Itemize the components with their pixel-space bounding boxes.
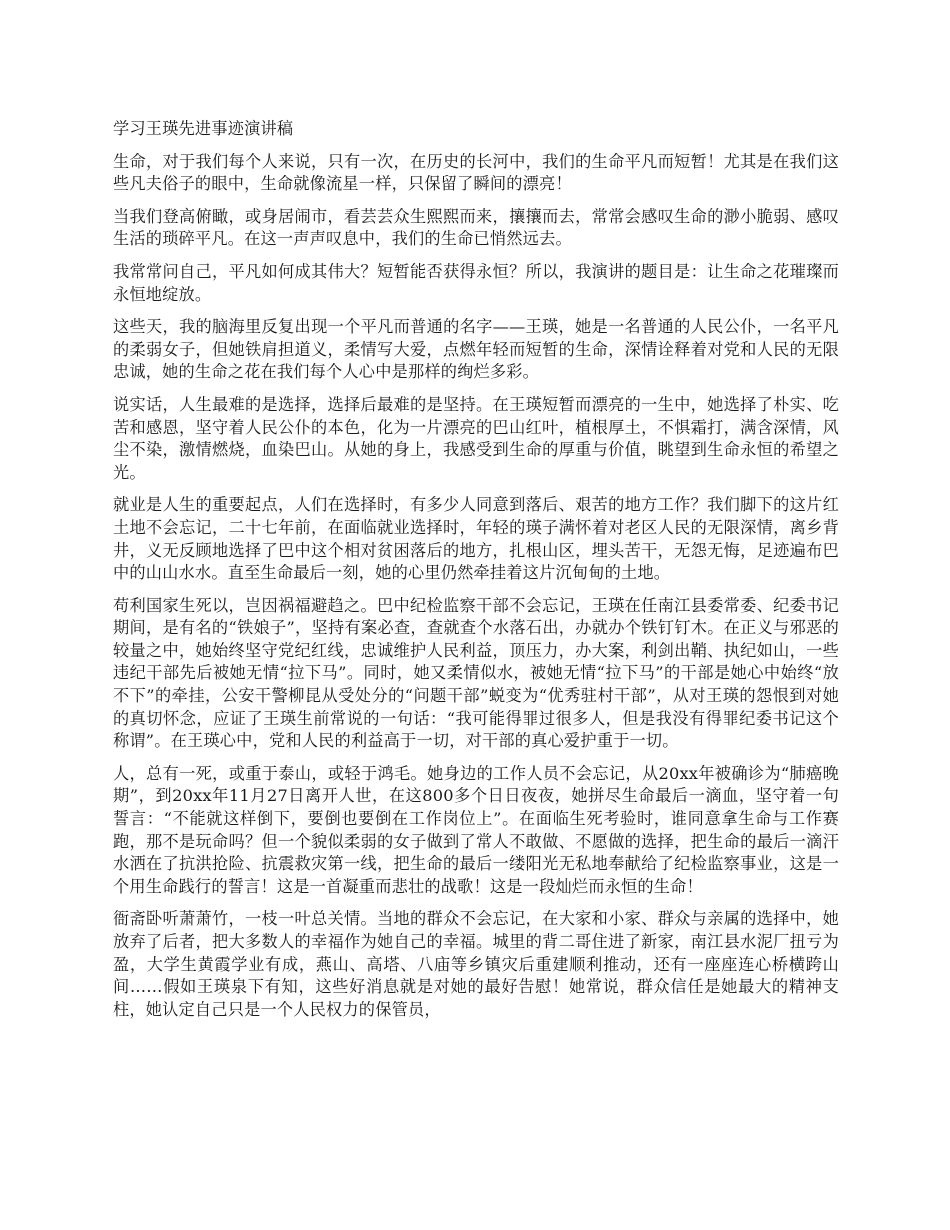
paragraph: 苟利国家生死以，岂因祸福避趋之。巴中纪检监察干部不会忘记，王瑛在任南江县委常委、纪委书记期间，是有名的“铁娘子”，坚持有案必查，查就查个水落石出，办就办个铁钉钉木。在正义与邪恶的较量之中，她始终坚守党纪红线，忠诚维护人民利益，顶压力，办大案，利剑出鞘、执纪如山，一些违纪干部先后被她无情“拉下马”。同时，她又柔情似水，被她无情“拉下马”的干部是她心中始终“放不下”的牵挂，公安干警柳昆从受处分的“问题干部”蜕变为“优秀驻村干部”，从对王瑛的怨恨到对她的真切怀念，应证了王瑛生前常说的一句话：“我可能得罪过很多人，但是我没有得罪纪委书记这个称谓”。在王瑛心中，党和人民的利益高于一切，对干部的真心爱护重于一切。 xyxy=(113,595,839,751)
paragraph: 就业是人生的重要起点，人们在选择时，有多少人同意到落后、艰苦的地方工作？我们脚下的这片红土地不会忘记，二十七年前，在面临就业选择时，年轻的瑛子满怀着对老区人民的无限深情，离乡背井，义无反顾地选择了巴中这个相对贫困落后的地方，扎根山区，埋头苦干，无怨无悔，足迹遍布巴中的山山水水。直至生命最后一刻，她的心里仍然牵挂着这片沉甸甸的土地。 xyxy=(113,495,839,583)
paragraph: 当我们登高俯瞰，或身居闹市，看芸芸众生熙熙而来，攘攘而去，常常会感叹生命的渺小脆弱、感叹生活的琐碎平凡。在这一声声叹息中，我们的生命已悄然远去。 xyxy=(113,206,839,249)
paragraph: 衙斋卧听萧萧竹，一枝一叶总关情。当地的群众不会忘记，在大家和小家、群众与亲属的选择中，她放弃了后者，把大多数人的幸福作为她自己的幸福。城里的背二哥住进了新家，南江县水泥厂扭亏为盈，大学生黄霞学业有成，燕山、高塔、八庙等乡镇灾后重建顺利推动，还有一座座连心桥横跨山间……假如王瑛泉下有知，这些好消息就是对她的最好告慰！她常说，群众信任是她最大的精神支柱，她认定自己只是一个人民权力的保管员， xyxy=(113,909,839,1019)
paragraph: 说实话，人生最难的是选择，选择后最难的是坚持。在王瑛短暂而漂亮的一生中，她选择了朴实、吃苦和感恩，坚守着人民公仆的本色，化为一片漂亮的巴山红叶，植根厚土，不惧霜打，满含深情，风尘不染，激情燃烧，血染巴山。从她的身上，我感受到生命的厚重与价值，眺望到生命永恒的希望之光。 xyxy=(113,394,839,482)
paragraph: 生命，对于我们每个人来说，只有一次，在历史的长河中，我们的生命平凡而短暂！尤其是在我们这些凡夫俗子的眼中，生命就像流星一样，只保留了瞬间的漂亮！ xyxy=(113,151,839,194)
document-page xyxy=(113,118,839,1031)
paragraph: 人，总有一死，或重于泰山，或轻于鸿毛。她身边的工作人员不会忘记，从20xx年被确诊为“肺癌晚期”，到20xx年11月27日离开人世，在这800多个日日夜夜，她拼尽生命最后一滴血，坚守着一句誓言：“不能就这样倒下，要倒也要倒在工作岗位上”。在面临生死考验时，谁同意拿生命与工作赛跑，那不是玩命吗？但一个貌似柔弱的女子做到了常人不敢做、不愿做的选择，把生命的最后一滴汗水洒在了抗洪抢险、抗震救灾第一线，把生命的最后一缕阳光无私地奉献给了纪检监察事业，这是一个用生命践行的誓言！这是一首凝重而悲壮的战歌！这是一段灿烂而永恒的生命！ xyxy=(113,763,839,896)
document-title: 学习王瑛先进事迹演讲稿 xyxy=(113,119,294,138)
paragraph: 这些天，我的脑海里反复出现一个平凡而普通的名字——王瑛，她是一名普通的人民公仆，一名平凡的柔弱女子，但她铁肩担道义，柔情写大爱，点燃年轻而短暂的生命，深情诠释着对党和人民的无限忠诚，她的生命之花在我们每个人心中是那样的绚烂多彩。 xyxy=(113,317,839,382)
paragraph: 我常常问自己，平凡如何成其伟大？短暂能否获得永恒？所以，我演讲的题目是：让生命之花璀璨而永恒地绽放。 xyxy=(113,261,839,304)
